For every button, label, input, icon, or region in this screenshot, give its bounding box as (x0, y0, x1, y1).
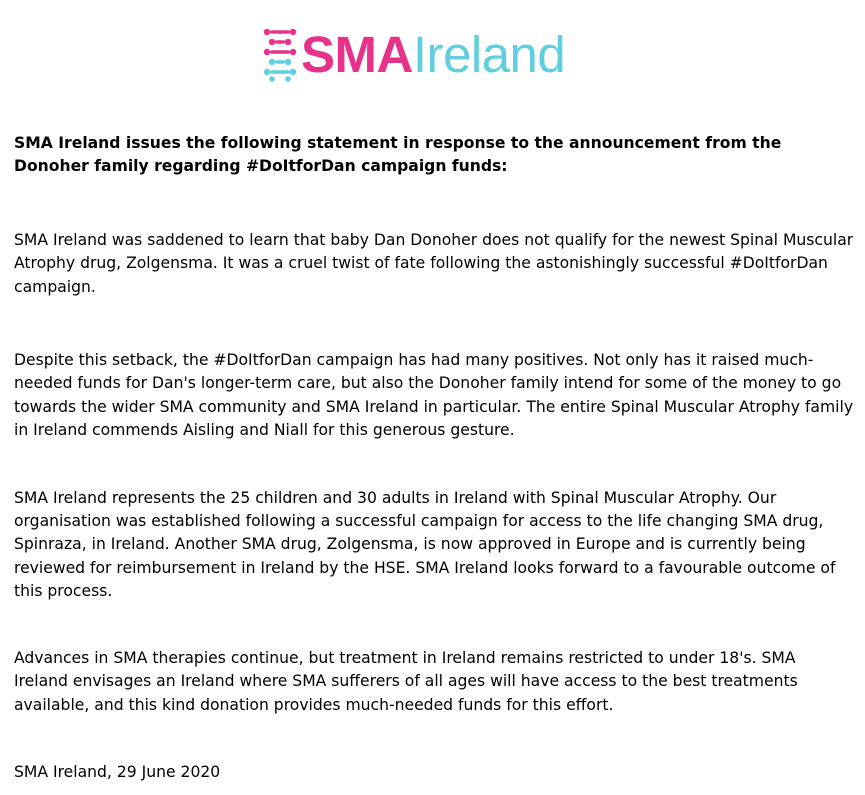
statement-document (14, 132, 854, 784)
statement-paragraph: SMA Ireland represents the 25 children and 30 adults in Ireland with Spinal Muscular Atrophy. Our organisation was established following a successful campaign for access to the life changing SMA drug, Spinraza, in Ireland. Another SMA drug, Zolgensma, is now approved in Europe and is currently being reviewed for reimbursement in Ireland by the HSE. SMA Ireland looks forward to a favourable outcome of this process. (14, 488, 836, 601)
logo-text-ireland: Ireland (412, 26, 566, 83)
sma-ireland-logo (263, 27, 565, 83)
logo-wordmark (301, 27, 565, 83)
statement-heading: SMA Ireland issues the following statement in response to the announcement from the Donoher family regarding #DoItforDan campaign funds: (14, 134, 782, 176)
statement-signature: SMA Ireland, 29 June 2020 (14, 762, 221, 781)
statement-paragraph: Advances in SMA therapies continue, but treatment in Ireland remains restricted to under 18's. SMA Ireland envisages an Ireland where SMA sufferers of all ages will have access to the best treatments available, and this kind donation provides much-needed funds for this effort. (14, 648, 798, 714)
logo-text-sma: SMA (301, 26, 413, 83)
statement-paragraph: SMA Ireland was saddened to learn that baby Dan Donoher does not qualify for the newest Spinal Muscular Atrophy drug, Zolgensma. It was a cruel twist of fate following the astonishingly successful #DoItforDan campaign. (14, 230, 854, 296)
statement-paragraph: Despite this setback, the #DoItforDan campaign has had many positives. Not only has it raised much-needed funds for Dan's longer-term care, but also the Donoher family intend for some of the money to go towards the wider SMA community and SMA Ireland in particular. The entire Spinal Muscular Atrophy family in Ireland commends Aisling and Niall for this generous gesture. (14, 351, 854, 440)
dna-icon (263, 28, 297, 82)
